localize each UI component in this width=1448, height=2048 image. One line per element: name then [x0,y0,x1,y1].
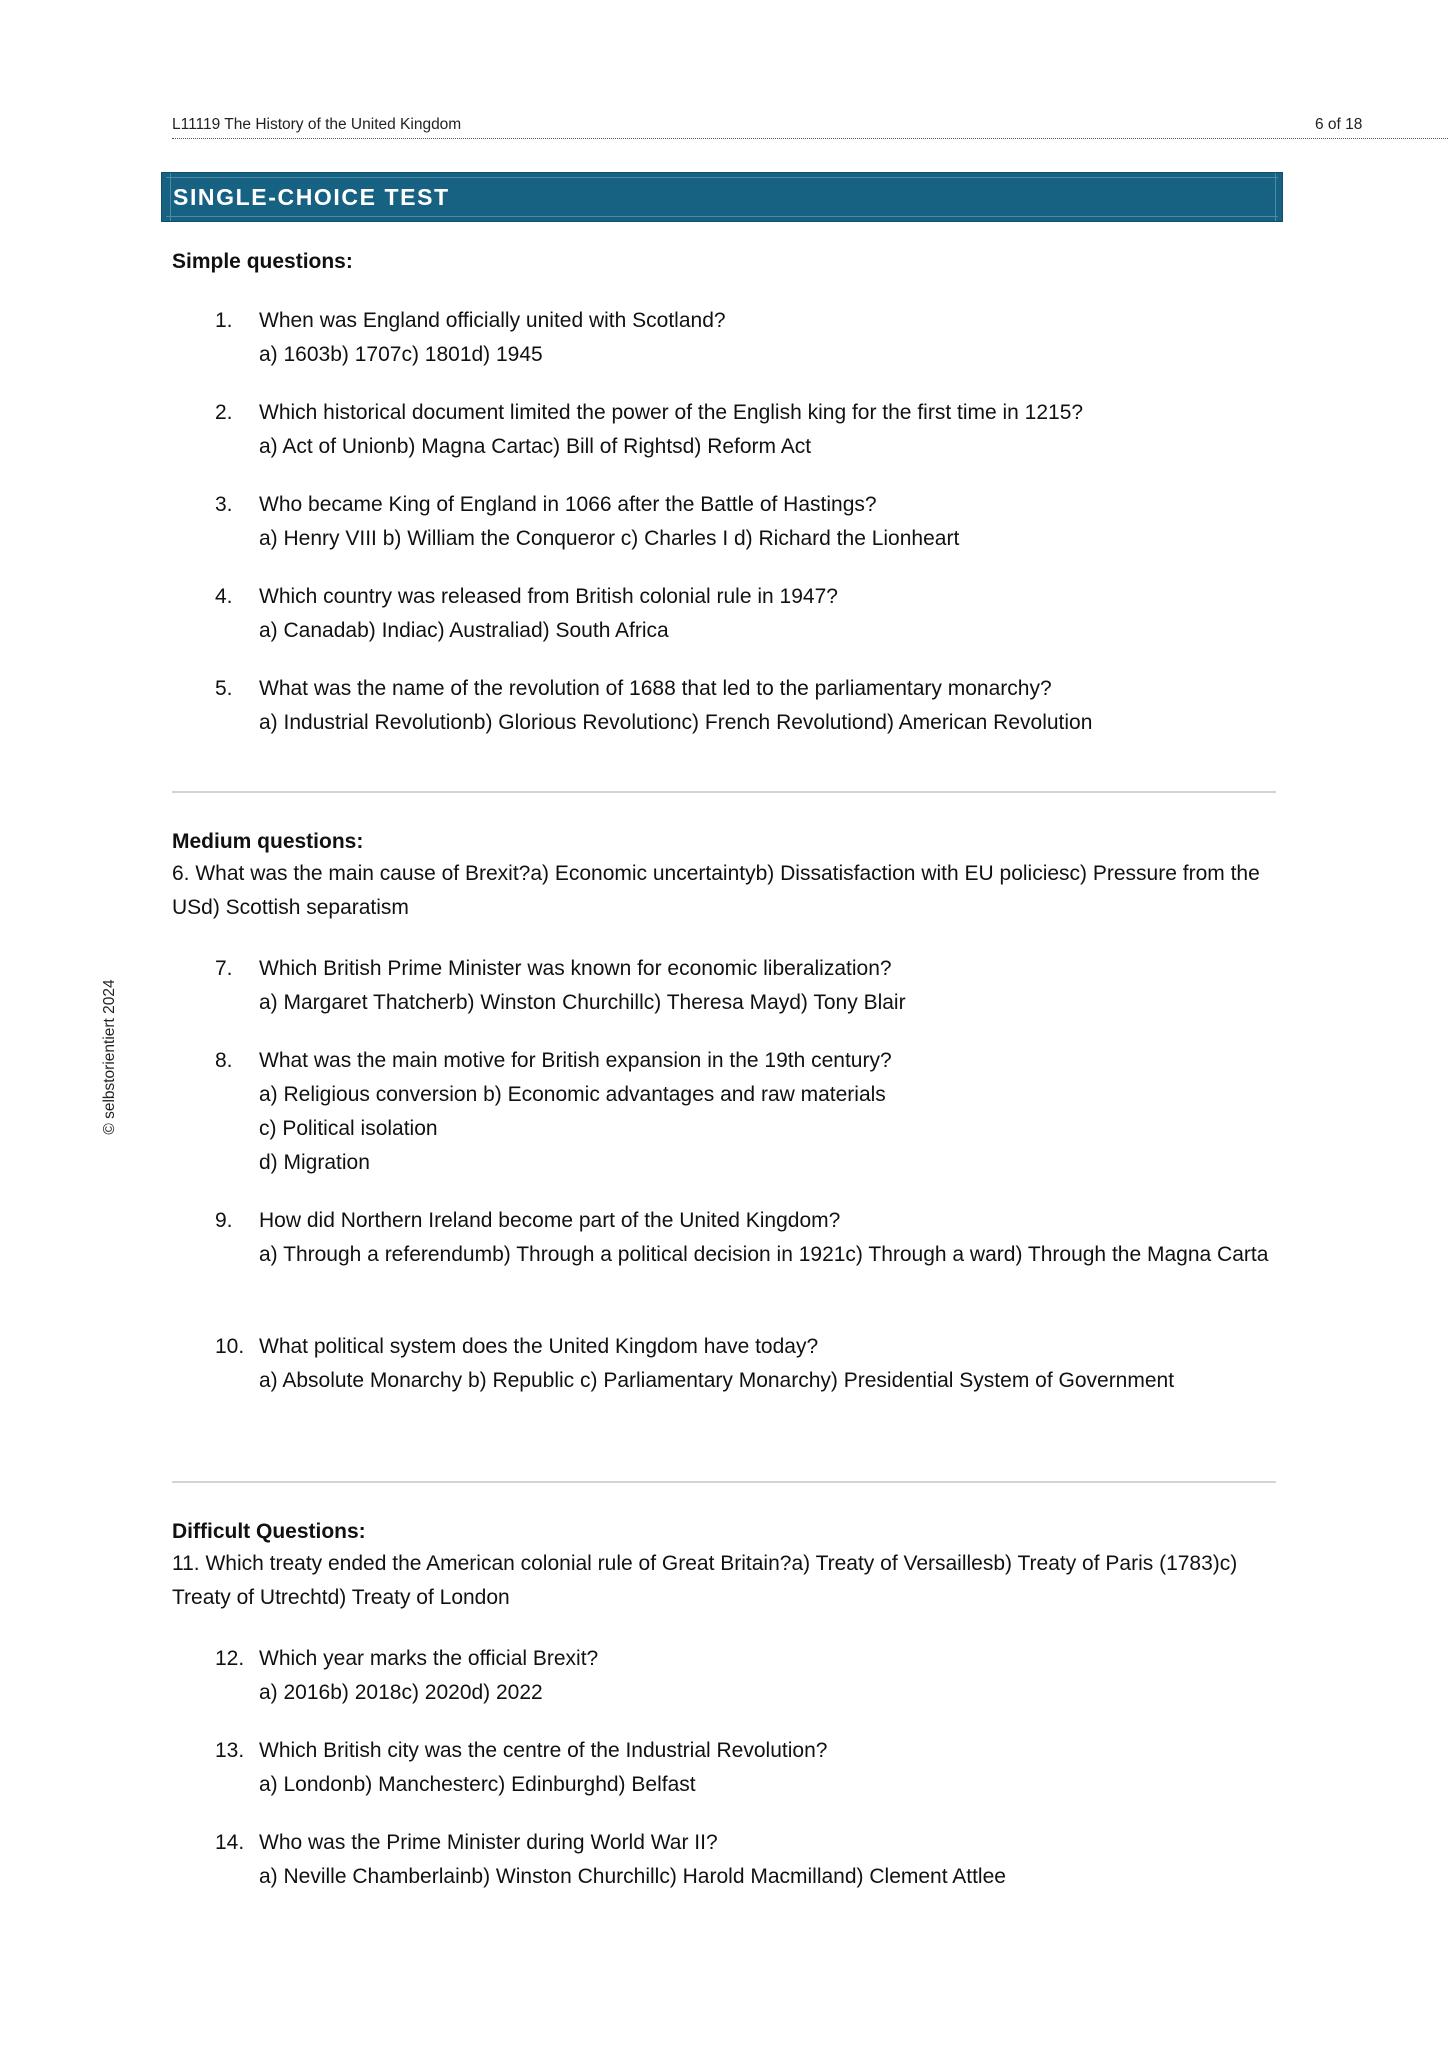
answer-options: d) Migration [259,1151,370,1174]
document-title: L11119 The History of the United Kingdom [172,116,462,133]
question-text: Which historical document limited the power of the English king for the first time in 1215? [259,401,1084,424]
question-text: Which British Prime Minister was known for economic liberalization? [259,957,892,980]
question-number: 3. [215,493,233,516]
question-text: What was the main motive for British expansion in the 19th century? [259,1049,892,1072]
section-banner [161,172,1283,222]
answer-options: a) Margaret Thatcherb) Winston Churchillc) Theresa Mayd) Tony Blair [259,991,906,1014]
question-number: 8. [215,1049,233,1072]
copyright-note: © selbstorientiert 2024 [101,979,118,1135]
page-indicator: 6 of 18 [1315,116,1363,133]
answer-options: a) Industrial Revolutionb) Glorious Revolutionc) French Revolutiond) American Revolution [259,711,1093,734]
question-number: 7. [215,957,233,980]
page-header [172,114,1448,139]
question-text: How did Northern Ireland become part of the United Kingdom? [259,1209,841,1232]
answer-options: a) Through a referendumb) Through a political decision in 1921c) Through a ward) Through the Magna Carta [259,1243,1269,1266]
question-number: 2. [215,401,233,424]
answer-options: a) Absolute Monarchy b) Republic c) Parliamentary Monarchy) Presidential System of Government [259,1369,1175,1392]
question-number: 13. [215,1739,245,1762]
answer-options: c) Political isolation [259,1117,438,1140]
question-number: 9. [215,1209,233,1232]
question-number: 5. [215,677,233,700]
banner-title: SINGLE-CHOICE TEST [173,184,450,210]
simple-questions-heading: Simple questions: [172,250,353,273]
question-text: Which British city was the centre of the Industrial Revolution? [259,1739,828,1762]
answer-options: a) Act of Unionb) Magna Cartac) Bill of Rightsd) Reform Act [259,435,812,458]
question-number: 14. [215,1831,245,1854]
question-item-inline: 6. What was the main cause of Brexit?a) Economic uncertaintyb) Dissatisfaction with EU policiesc) Pressure from the USd) Scottish separatism [172,862,1260,919]
question-number: 1. [215,309,233,332]
question-number: 4. [215,585,233,608]
question-text: Which country was released from British colonial rule in 1947? [259,585,838,608]
answer-options: a) Neville Chamberlainb) Winston Churchillc) Harold Macmilland) Clement Attlee [259,1865,1006,1888]
question-text: Which year marks the official Brexit? [259,1647,599,1670]
question-text: Who became King of England in 1066 after the Battle of Hastings? [259,493,877,516]
section-divider [172,1481,1276,1483]
question-text: Who was the Prime Minister during World War II? [259,1831,718,1854]
difficult-questions-heading: Difficult Questions: [172,1520,366,1543]
question-number: 10. [215,1335,245,1358]
question-item-inline: 11. Which treaty ended the American colonial rule of Great Britain?a) Treaty of Versaillesb) Treaty of Paris (1783)c) Treaty of Utrechtd) Treaty of London [172,1552,1238,1609]
answer-options: a) 1603b) 1707c) 1801d) 1945 [259,343,543,366]
section-divider [172,791,1276,793]
answer-options: a) Religious conversion b) Economic advantages and raw materials [259,1083,886,1106]
medium-questions-heading: Medium questions: [172,830,364,853]
answer-options: a) Henry VIII b) William the Conqueror c) Charles I d) Richard the Lionheart [259,527,960,550]
answer-options: a) Canadab) Indiac) Australiad) South Africa [259,619,669,642]
answer-options: a) Londonb) Manchesterc) Edinburghd) Belfast [259,1773,696,1796]
question-text: What political system does the United Kingdom have today? [259,1335,819,1358]
question-text: What was the name of the revolution of 1688 that led to the parliamentary monarchy? [259,677,1052,700]
answer-options: a) 2016b) 2018c) 2020d) 2022 [259,1681,543,1704]
question-text: When was England officially united with Scotland? [259,309,726,332]
question-number: 12. [215,1647,245,1670]
